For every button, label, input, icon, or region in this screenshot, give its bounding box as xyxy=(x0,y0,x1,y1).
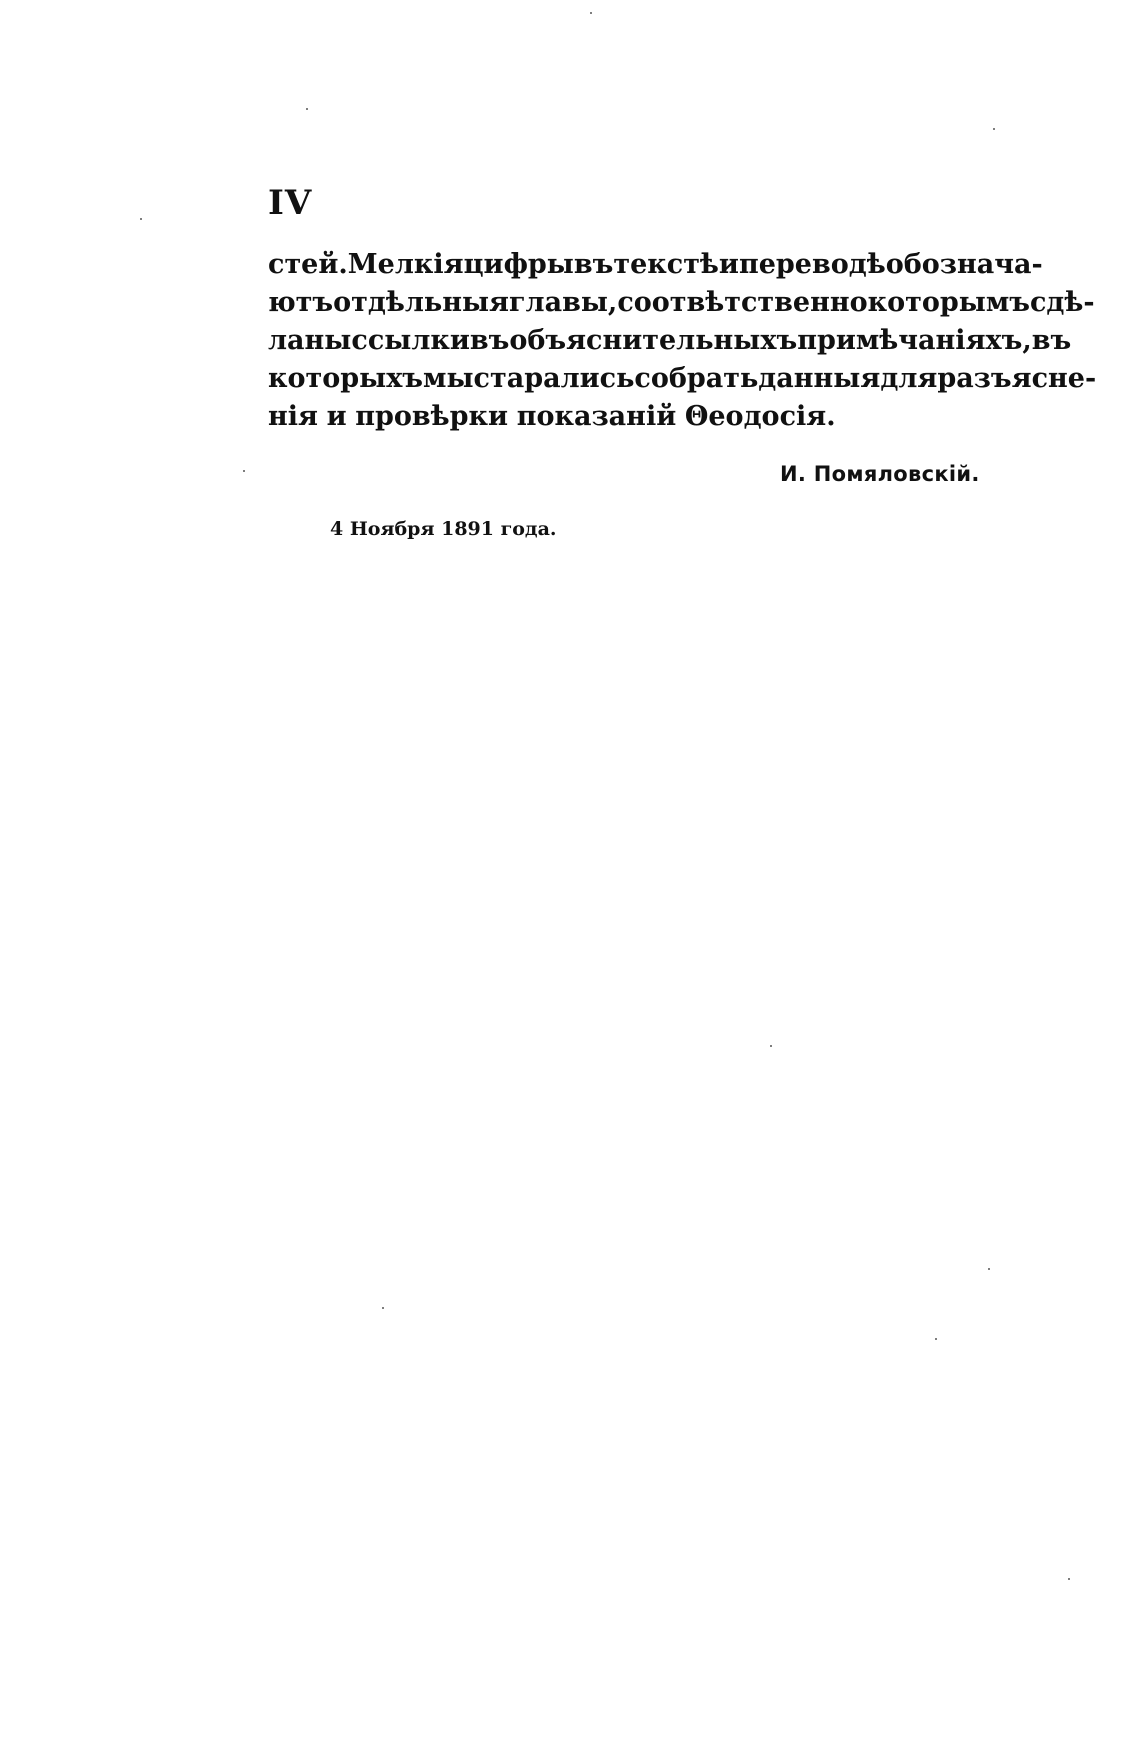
text-line xyxy=(268,360,1097,398)
text-line xyxy=(268,246,1043,284)
word: текстѣ xyxy=(613,249,719,280)
word: цифры xyxy=(463,249,574,280)
author-signature: И. Помяловскій. xyxy=(780,462,980,486)
scan-speck xyxy=(993,128,995,130)
word: главы, xyxy=(509,287,618,318)
word: ссылки xyxy=(351,325,470,356)
word: которыхъ xyxy=(268,363,423,394)
word: для xyxy=(880,363,938,394)
word: объяснительныхъ xyxy=(509,325,798,356)
word: ютъ xyxy=(268,287,334,318)
text-line xyxy=(268,322,1072,360)
scan-speck xyxy=(988,1268,990,1270)
word: въ xyxy=(1031,325,1072,356)
scan-speck xyxy=(935,1338,937,1340)
word: мы xyxy=(423,363,474,394)
word: отдѣльныя xyxy=(333,287,509,318)
scan-speck xyxy=(306,108,308,110)
word: въ xyxy=(573,249,614,280)
word: показаній xyxy=(516,401,677,432)
word: старались xyxy=(473,363,635,394)
date-line: 4 Ноября 1891 года. xyxy=(330,518,557,540)
word: переводѣ xyxy=(738,249,886,280)
word: стей. xyxy=(268,249,348,280)
word: и xyxy=(326,401,347,432)
word: собрать xyxy=(634,363,759,394)
word: данныя xyxy=(758,363,881,394)
body-paragraph xyxy=(268,246,1097,436)
page-number: IV xyxy=(268,183,313,223)
word: обознача- xyxy=(885,249,1043,280)
scan-speck xyxy=(243,470,245,472)
word: въ xyxy=(469,325,510,356)
word: и xyxy=(718,249,739,280)
word: примѣчаніяхъ, xyxy=(797,325,1032,356)
text-line xyxy=(268,398,1008,436)
word: которымъ xyxy=(867,287,1030,318)
scan-speck xyxy=(140,218,142,220)
text-line xyxy=(268,284,1095,322)
scan-speck xyxy=(1068,1578,1070,1580)
scan-speck xyxy=(770,1045,772,1047)
word: нія xyxy=(268,401,318,432)
word: сдѣ- xyxy=(1029,287,1095,318)
word: соотвѣтственно xyxy=(617,287,868,318)
scan-speck xyxy=(382,1307,384,1309)
word: Θеодосія. xyxy=(684,401,836,432)
word: провѣрки xyxy=(355,401,509,432)
scan-speck xyxy=(590,12,592,14)
word: ланы xyxy=(268,325,352,356)
word: разъясне- xyxy=(937,363,1097,394)
word: Мелкія xyxy=(347,249,464,280)
